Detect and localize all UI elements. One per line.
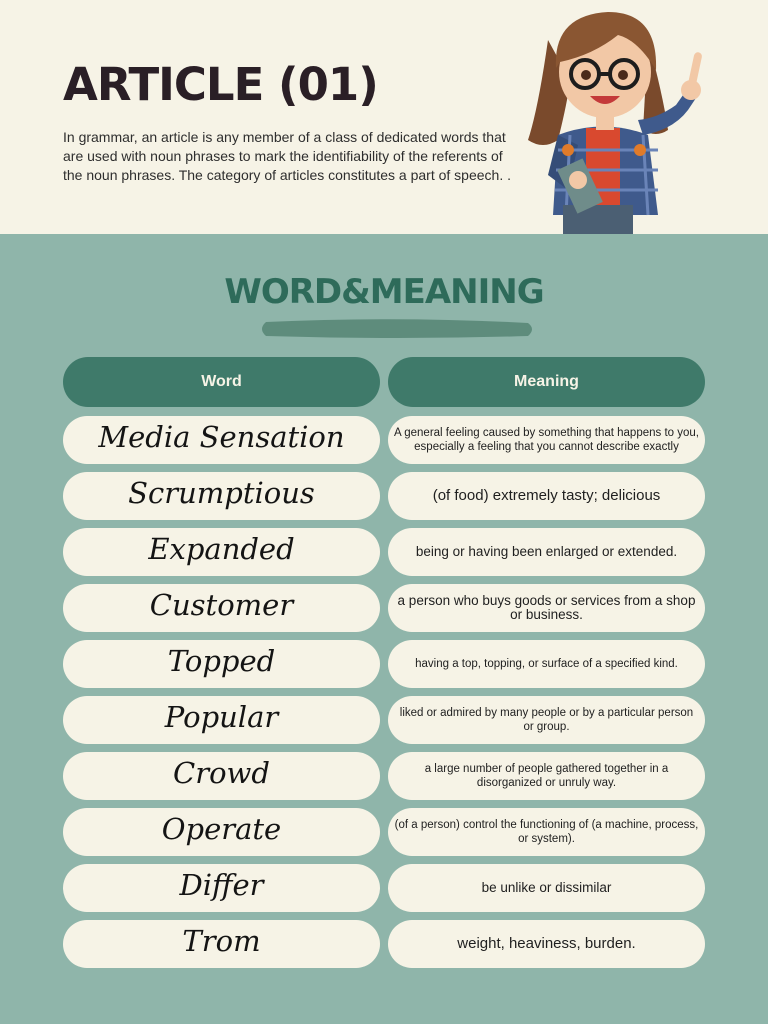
column-header-word: Word xyxy=(63,357,380,407)
meaning-cell: be unlike or dissimilar xyxy=(388,864,705,912)
section-title: WORD&MEANING xyxy=(224,272,544,312)
meaning-cell: a large number of people gathered together in a disorganized or unruly way. xyxy=(388,752,705,800)
meaning-cell: liked or admired by many people or by a particular person or group. xyxy=(388,696,705,744)
underline-brush-stroke xyxy=(258,318,536,340)
word-cell: Media Sensation xyxy=(63,416,380,464)
word-cell: Crowd xyxy=(63,752,380,800)
meaning-cell: (of food) extremely tasty; delicious xyxy=(388,472,705,520)
word-cell: Popular xyxy=(63,696,380,744)
column-header-meaning: Meaning xyxy=(388,357,705,407)
word-cell: Operate xyxy=(63,808,380,856)
meaning-cell: weight, heaviness, burden. xyxy=(388,920,705,968)
word-cell: Trom xyxy=(63,920,380,968)
meaning-cell: A general feeling caused by something that happens to you, especially a feeling that you cannot describe exactly xyxy=(388,416,705,464)
intro-paragraph: In grammar, an article is any member of a class of dedicated words that are used with noun phrases to mark the identifiability of the referents of the noun phrases. The category of articles constitutes a part of speech. . xyxy=(63,129,511,183)
word-cell: Differ xyxy=(63,864,380,912)
word-cell: Scrumptious xyxy=(63,472,380,520)
meaning-cell: a person who buys goods or services from a shop or business. xyxy=(388,584,705,632)
meaning-cell: having a top, topping, or surface of a specified kind. xyxy=(388,640,705,688)
meaning-cell: being or having been enlarged or extended. xyxy=(388,528,705,576)
page-title: ARTICLE (01) xyxy=(63,58,378,111)
cartoon-girl-pointing-illustration xyxy=(508,0,713,234)
word-cell: Topped xyxy=(63,640,380,688)
word-cell: Customer xyxy=(63,584,380,632)
word-cell: Expanded xyxy=(63,528,380,576)
meaning-cell: (of a person) control the functioning of (a machine, process, or system). xyxy=(388,808,705,856)
